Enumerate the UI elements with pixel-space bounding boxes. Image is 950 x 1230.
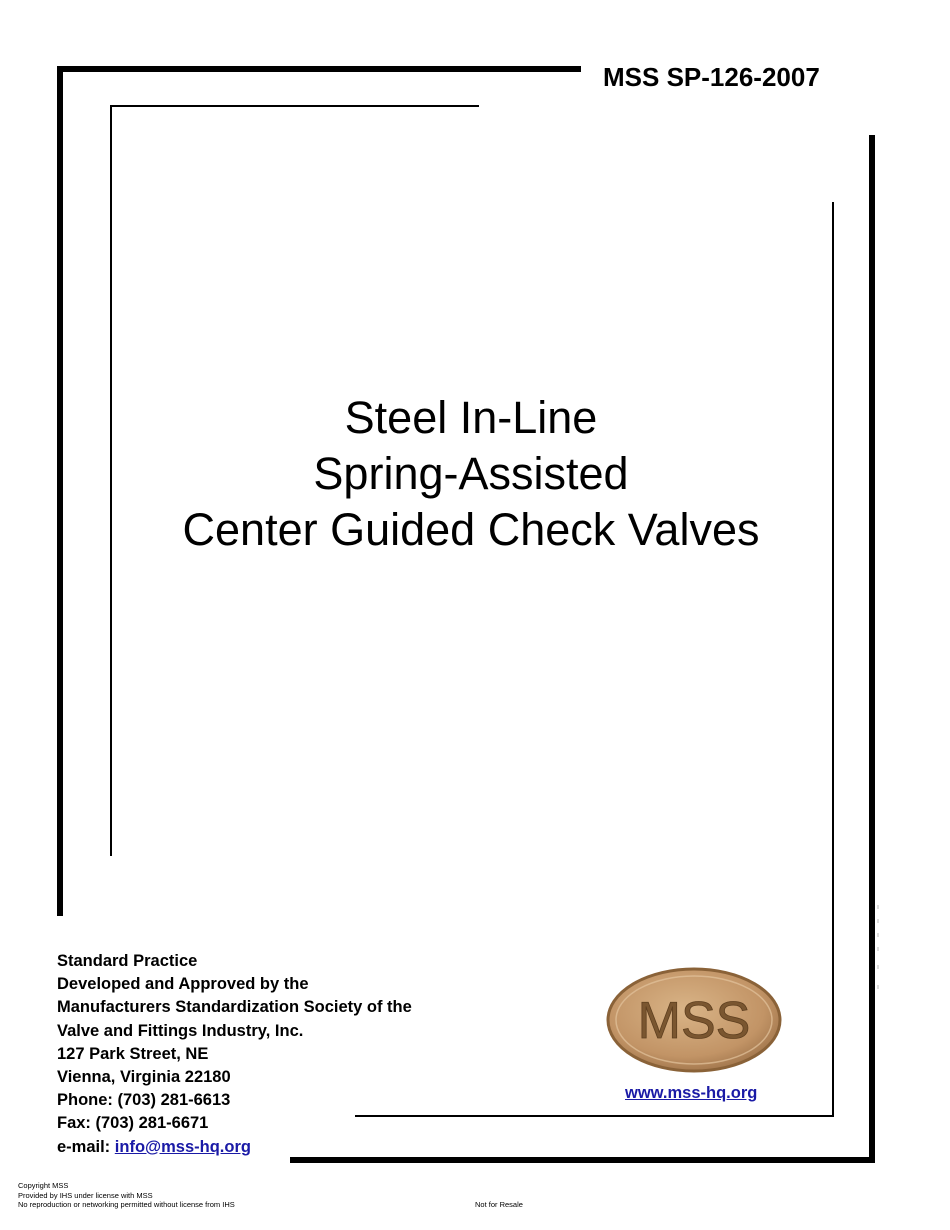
fax-number: Fax: (703) 281-6671 — [57, 1114, 209, 1133]
margin-marks — [876, 905, 880, 995]
footer-notice — [18, 1181, 235, 1210]
city-state-zip: Vienna, Virginia 22180 — [57, 1068, 231, 1087]
standard-practice-label: Standard Practice — [57, 952, 198, 970]
email-line — [57, 1136, 412, 1159]
email-label: e-mail: — [57, 1137, 115, 1156]
outer-frame-left-rule — [57, 66, 63, 916]
footer-reproduction: No reproduction or networking permitted without license from IHS — [18, 1200, 235, 1209]
outer-frame-top-rule — [57, 66, 581, 72]
footer-license: Provided by IHS under license with MSS — [18, 1190, 153, 1200]
not-for-resale-notice: Not for Resale — [475, 1200, 523, 1209]
title-line-1: Steel In-Line — [344, 392, 598, 443]
approval-statement: Developed and Approved by the — [57, 975, 309, 994]
inner-frame-top-rule — [110, 105, 479, 107]
society-name-line-1: Manufacturers Standardization Society of the — [57, 998, 412, 1017]
publisher-info — [57, 950, 412, 1159]
mss-logo — [605, 966, 783, 1074]
footer-copyright: Copyright MSS — [18, 1181, 69, 1190]
email-link[interactable]: info@mss-hq.org — [114, 1137, 251, 1156]
website-link[interactable]: www.mss-hq.org — [625, 1084, 758, 1102]
mss-logo-text: MSS — [637, 992, 751, 1050]
inner-frame-right-rule — [832, 202, 834, 1117]
outer-frame-right-rule — [869, 135, 875, 1163]
document-title — [100, 390, 842, 558]
society-name-line-2: Valve and Fittings Industry, Inc. — [57, 1021, 304, 1040]
document-number: MSS SP-126-2007 — [603, 62, 820, 92]
phone-number: Phone: (703) 281-6613 — [57, 1091, 231, 1110]
street-address: 127 Park Street, NE — [57, 1044, 209, 1063]
title-line-2: Spring-Assisted — [313, 448, 629, 499]
inner-frame-bottom-rule — [355, 1115, 834, 1117]
title-line-3: Center Guided Check Valves — [182, 504, 760, 555]
